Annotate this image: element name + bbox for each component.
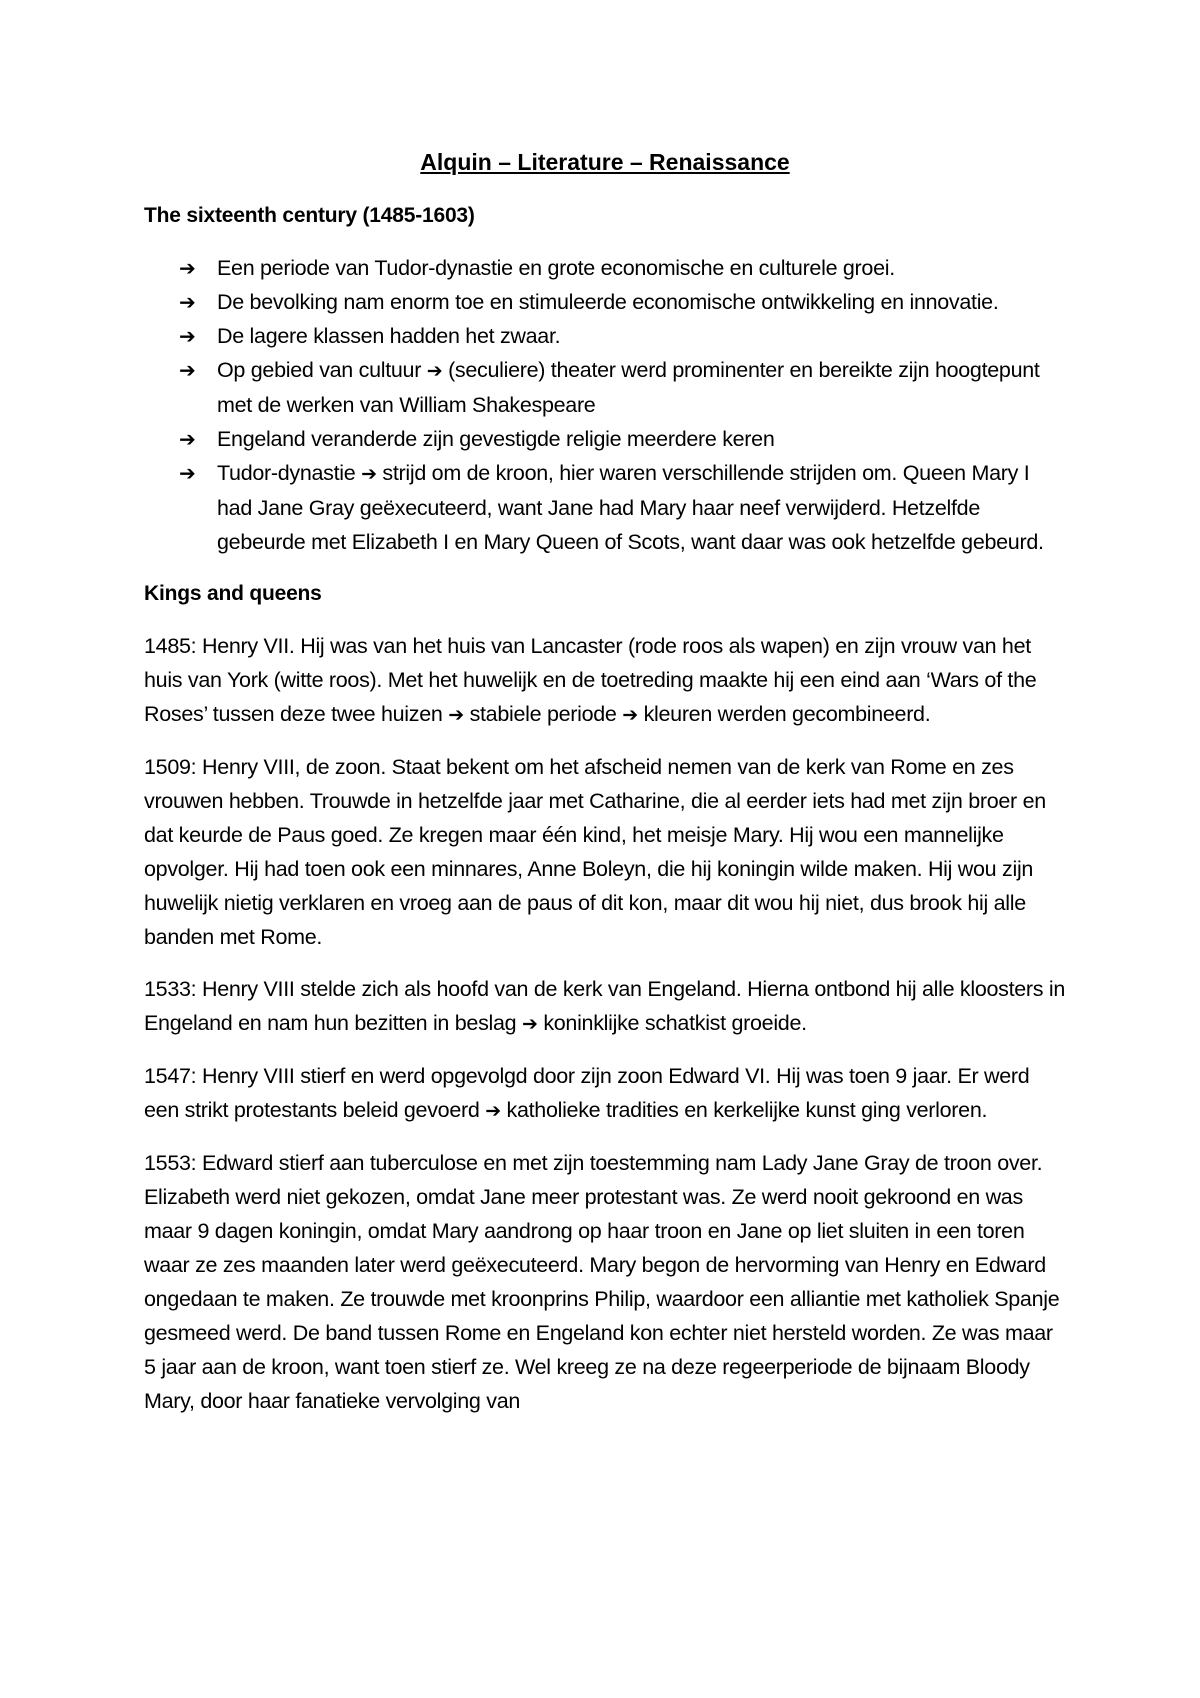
arrow-right-icon: ➔ bbox=[522, 1013, 538, 1035]
document-body bbox=[144, 145, 1066, 1436]
list-item bbox=[144, 319, 1066, 353]
arrow-right-icon: ➔ bbox=[448, 704, 464, 726]
paragraph-text: 1485: Henry VII. Hij was van het huis van Lancaster (rode roos als wapen) en zijn vrouw van het huis van York (witte roos). Met het huwelijk en de toetreding maakte hij een eind aan ‘Wars of the Roses’ tussen deze twee huizen bbox=[144, 634, 1037, 726]
paragraph-1547 bbox=[144, 1059, 1066, 1128]
list-item bbox=[144, 422, 1066, 456]
list-item-text: Een periode van Tudor-dynastie en grote economische en culturele groei. bbox=[217, 256, 895, 280]
list-item-text-after: (seculiere) theater werd prominenter en bereikte zijn hoogtepunt met de werken van William Shakespeare bbox=[217, 358, 1040, 417]
paragraph-1509: 1509: Henry VIII, de zoon. Staat bekent om het afscheid nemen van de kerk van Rome en zes vrouwen hebben. Trouwde in hetzelfde jaar met Catharine, die al eerder iets had met zijn broer en dat keurde de Paus goed. Ze kregen maar één kind, het meisje Mary. Hij wou een mannelijke opvolger. Hij had toen ook een minnares, Anne Boleyn, die hij koningin wilde maken. Hij wou zijn huwelijk nietig verklaren en vroeg aan de paus of dit kon, maar dit wou hij niet, dus brook hij alle banden met Rome. bbox=[144, 755, 1046, 949]
paragraph-text: katholieke tradities en kerkelijke kunst ging verloren. bbox=[506, 1098, 988, 1122]
list-item-text-after: strijd om de kroon, hier waren verschillende strijden om. Queen Mary I had Jane Gray geëxecuteerd, want Jane had Mary haar neef verwijderd. Hetzelfde gebeurde met Elizabeth I en Mary Queen of Scots, want daar was ook hetzelfde gebeurd. bbox=[217, 461, 1044, 554]
list-item-text: De bevolking nam enorm toe en stimuleerde economische ontwikkeling en innovatie. bbox=[217, 290, 999, 314]
arrow-bullet-icon: ➔ bbox=[179, 427, 196, 451]
arrow-bullet-icon: ➔ bbox=[179, 461, 196, 485]
bullet-list bbox=[144, 251, 1066, 559]
arrow-bullet-icon: ➔ bbox=[179, 290, 196, 314]
section-heading-kings-and-queens: Kings and queens bbox=[144, 582, 322, 605]
list-item-text: Engeland veranderde zijn gevestigde religie meerdere keren bbox=[217, 427, 775, 451]
list-item-text-before: Tudor-dynastie bbox=[217, 461, 356, 485]
arrow-right-icon: ➔ bbox=[622, 704, 638, 726]
section-heading-sixteenth-century: The sixteenth century (1485-1603) bbox=[144, 204, 475, 227]
list-item-text-before: Op gebied van cultuur bbox=[217, 358, 422, 382]
paragraph-text: 1533: Henry VIII stelde zich als hoofd van de kerk van Engeland. Hierna ontbond hij alle kloosters in Engeland en nam hun bezitten in beslag bbox=[144, 977, 1066, 1035]
document-title: Alquin – Literature – Renaissance bbox=[420, 149, 790, 175]
list-item bbox=[144, 456, 1066, 559]
arrow-right-icon: ➔ bbox=[485, 1100, 501, 1122]
paragraph-text: kleuren werden gecombineerd. bbox=[643, 702, 931, 726]
paragraph-text: koninklijke schatkist groeide. bbox=[543, 1011, 807, 1035]
list-item bbox=[144, 251, 1066, 285]
list-item-text: De lagere klassen hadden het zwaar. bbox=[217, 324, 561, 348]
arrow-right-icon: ➔ bbox=[426, 360, 443, 382]
arrow-bullet-icon: ➔ bbox=[179, 256, 196, 280]
arrow-bullet-icon: ➔ bbox=[179, 324, 196, 348]
paragraph-1533 bbox=[144, 972, 1066, 1041]
list-item bbox=[144, 353, 1066, 422]
paragraph-1485 bbox=[144, 629, 1066, 732]
arrow-bullet-icon: ➔ bbox=[179, 358, 196, 382]
paragraph-text: stabiele periode bbox=[469, 702, 617, 726]
paragraph-text: 1547: Henry VIII stierf en werd opgevolgd door zijn zoon Edward VI. Hij was toen 9 jaar. Er werd een strikt protestants beleid gevoerd bbox=[144, 1064, 1030, 1122]
arrow-right-icon: ➔ bbox=[361, 463, 377, 485]
paragraph-1553: 1553: Edward stierf aan tuberculose en met zijn toestemming nam Lady Jane Gray de troon over. Elizabeth werd niet gekozen, omdat Jane meer protestant was. Ze werd nooit gekroond en was maar 9 dagen koningin, omdat Mary aandrong op haar troon en Jane op liet sluiten in een toren waar ze zes maanden later werd geëxecuteerd. Mary begon de hervorming van Henry en Edward ongedaan te maken. Ze trouwde met kroonprins Philip, waardoor een alliantie met katholiek Spanje gesmeed werd. De band tussen Rome en Engeland kon echter niet hersteld worden. Ze was maar 5 jaar aan de kroon, want toen stierf ze. Wel kreeg ze na deze regeerperiode de bijnaam Bloody Mary, door haar fanatieke vervolging van bbox=[144, 1151, 1060, 1413]
list-item bbox=[144, 285, 1066, 319]
